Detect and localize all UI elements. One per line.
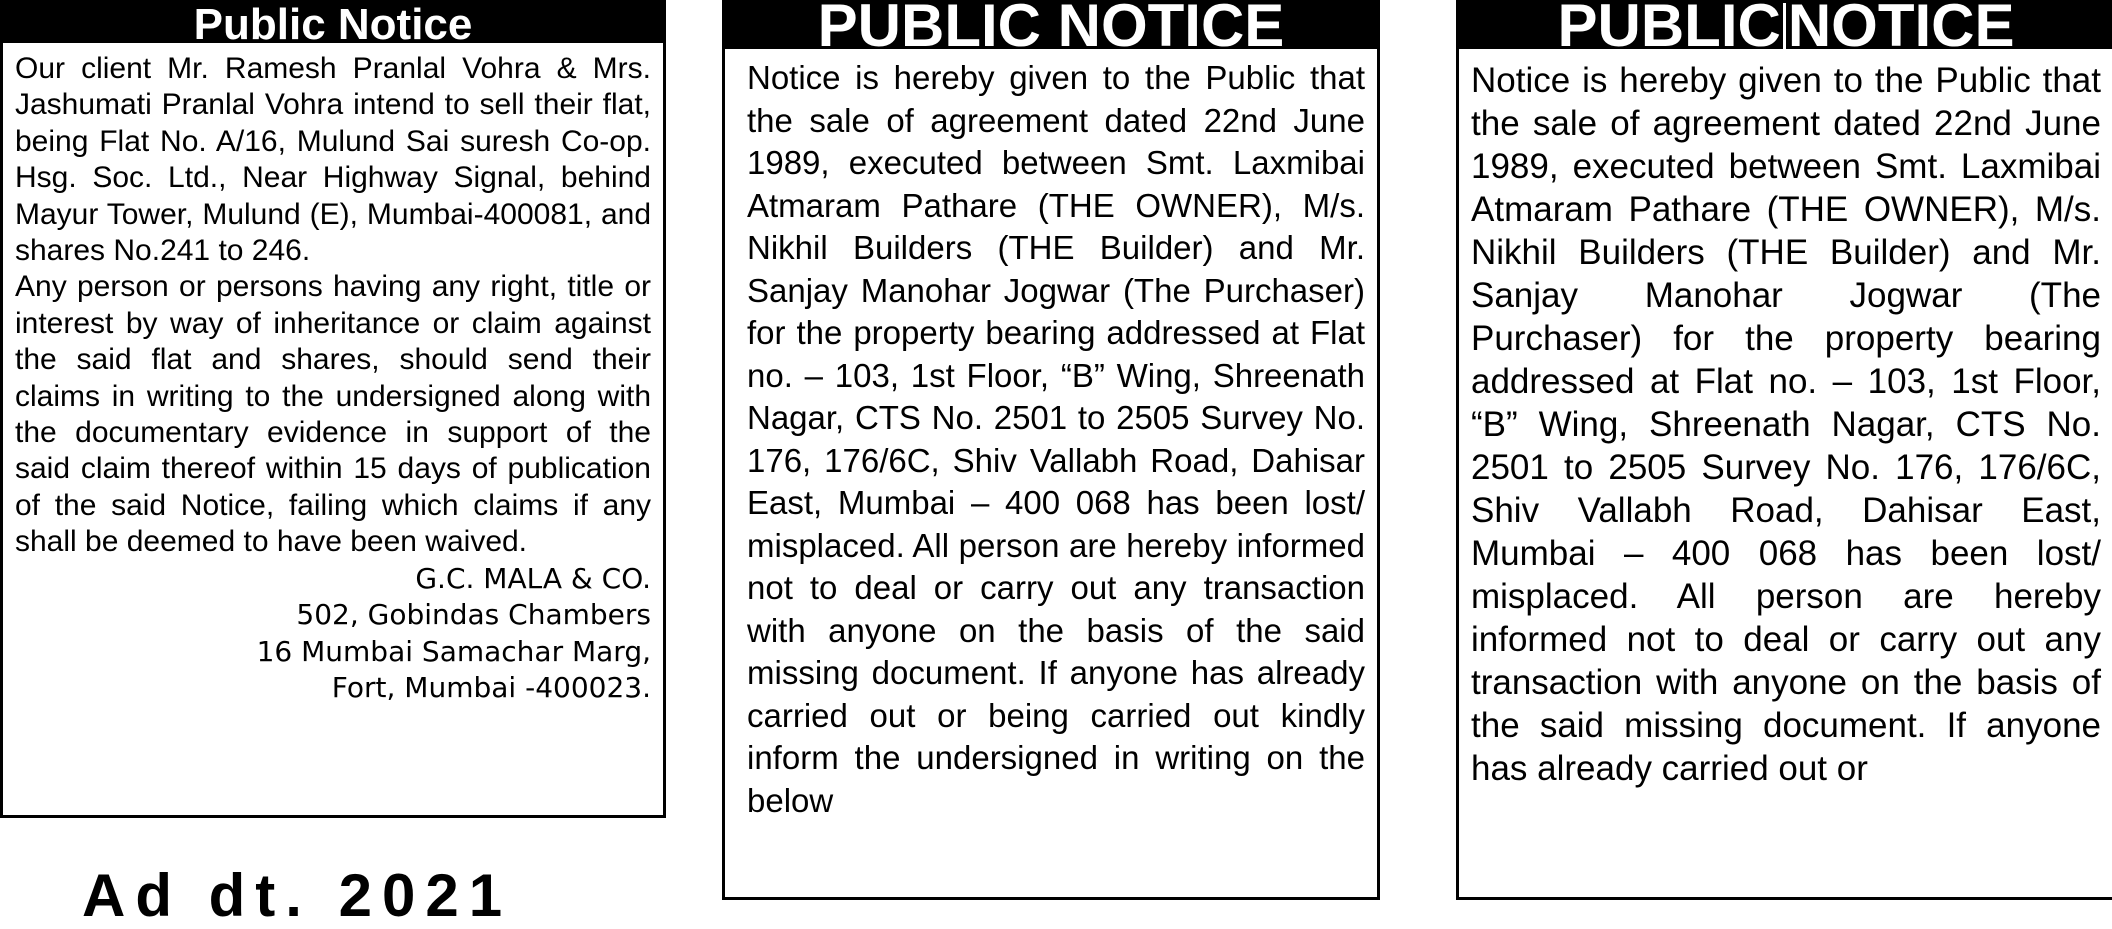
notice-body [1459,49,2112,790]
notice-paragraph: Any person or persons having any right, title or interest by way of inheritance or claim against the said flat and shares, should send their claims in writing to the undersigned along with the documentary evidence in support of the said claim thereof within 15 days of publication of the said Notice, failing which claims if any shall be deemed to have been waived. [15,270,651,559]
cropped-heading-fragment: Ad dt. 2021 [82,862,513,929]
notice-title-right: NOTICE [1787,3,2015,49]
signature-firm: G.C. MALA & CO. [415,561,651,595]
notice-title [1459,3,2112,49]
public-notice-lost-agreement [722,0,1380,900]
notice-paragraph: Our client Mr. Ramesh Pranlal Vohra & Mrs. Jashumati Pranlal Vohra intend to sell their flat, being Flat No. A/16, Mulund Sai suresh Co-op. Hsg. Soc. Ltd., Near Highway Signal, behind Mayur Tower, Mulund (E), Mumbai-400081, and shares No.241 to 246. [15,52,651,268]
title-divider [1783,3,1786,49]
signature-address-line: 16 Mumbai Samachar Marg, [256,634,651,668]
notice-paragraph: Notice is hereby given to the Public that the sale of agreement dated 22nd June 1989, executed between Smt. Laxmibai Atmaram Pathare (THE OWNER), M/s. Nikhil Builders (THE Builder) and Mr. Sanjay Manohar Jogwar (The Purchaser) for the property bearing addressed at Flat no. – 103, 1st Floor, “B” Wing, Shreenath Nagar, CTS No. 2501 to 2505 Survey No. 176, 176/6C, Shiv Vallabh Road, Dahisar East, Mumbai – 400 068 has been lost/ misplaced. All person are hereby informed not to deal or carry out any transaction with anyone on the basis of the said missing document. If anyone has already carried out or [1471,61,2101,788]
notice-title: PUBLIC NOTICE [725,3,1377,49]
notice-title-left: PUBLIC [1557,3,1781,49]
notice-title: Public Notice [3,3,663,43]
notice-body [3,43,663,706]
signature-address-line: Fort, Mumbai -400023. [331,670,651,704]
public-notice-mala [0,0,666,818]
signature-address-line: 502, Gobindas Chambers [296,598,651,632]
notice-paragraph: Notice is hereby given to the Public that the sale of agreement dated 22nd June 1989, executed between Smt. Laxmibai Atmaram Pathare (THE OWNER), M/s. Nikhil Builders (THE Builder) and Mr. Sanjay Manohar Jogwar (The Purchaser) for the property bearing addressed at Flat no. – 103, 1st Floor, “B” Wing, Shreenath Nagar, CTS No. 2501 to 2505 Survey No. 176, 176/6C, Shiv Vallabh Road, Dahisar East, Mumbai – 400 068 has been lost/ misplaced. All person are hereby informed not to deal or carry out any transaction with anyone on the basis of the said missing document. If anyone has already carried out or being carried out kindly inform the undersigned in writing on the below [747,59,1365,819]
notice-body [725,49,1377,822]
notice-signature [15,561,651,707]
public-notice-lost-agreement-duplicate [1456,0,2112,900]
